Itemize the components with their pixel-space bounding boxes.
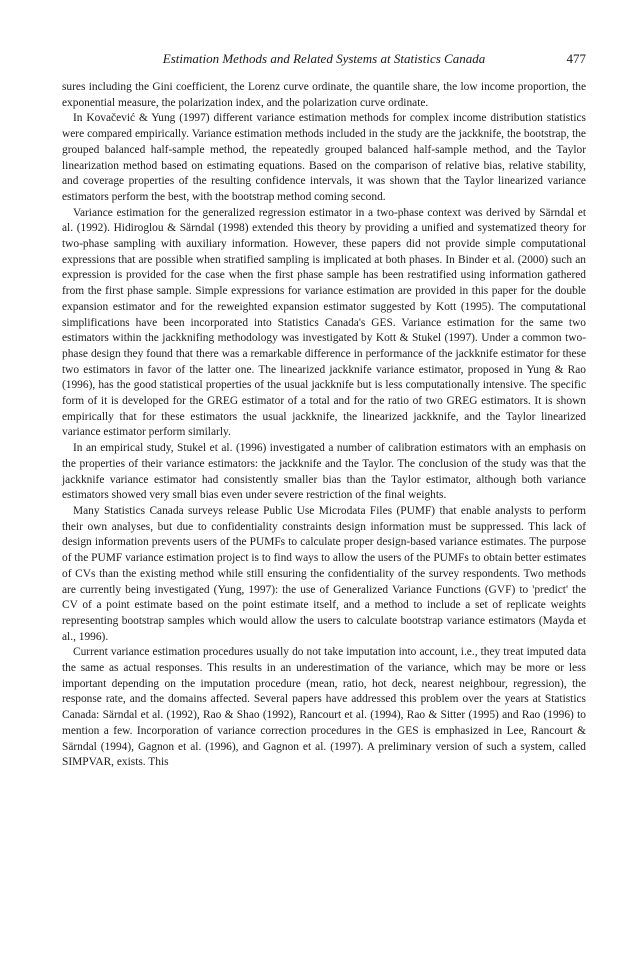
page-number: 477 (566, 51, 586, 66)
paragraph-two-phase-variance: Variance estimation for the generalized regression estimator in a two-phase context was derived by Särndal et al. (1992). Hidiroglou & Särndal (1998) extended this theory by providing a unified and systematized theory for two-phase sampling with auxiliary information. However, these papers did not provide simple computational expressions that are possible when stratified sampling is implicated at both phases. In Binder et al. (2000) such an expression is provided for the case when the first phase sample has been restratified using information gathered from the first phase sample. Simple expressions for variance estimation are provided in this paper for the double expansion estimator and for the reweighted expansion estimator suggested by Kott (1995). The computational simplifications have been incorporated into Statistics Canada's GES. Variance estimation for the same two estimators within the jackknifing methodology was investigated by Kott & Stukel (1997). Under a common two-phase design they found that there was a remarkable difference in performance of the jackknife estimator for these two estimators in favor of the latter one. The linearized jackknife variance estimator, proposed in Yung & Rao (1996), has the good statistical properties of the usual jackknife but is less computationally intensive. The specific form of it is developed for the GREG estimator of a total and for the ratio of two GREG estimators. It is shown empirically that for these estimators the usual jackknife, the linearized jackknife, and the Taylor linearized variance estimator perform similarly. (62, 206, 586, 439)
body-text (62, 80, 586, 771)
running-title: Estimation Methods and Related Systems at Statistics Canada (162, 51, 486, 66)
paragraph-imputation-variance: Current variance estimation procedures usually do not take imputation into account, i.e., they treat imputed data the same as actual responses. This results in an underestimation of the variance, which may be more or less important depending on the imputation procedure (mean, ratio, hot deck, nearest neighbour, regression), the response rate, and the domains affected. Several papers have addressed this problem over the years at Statistics Canada: Särndal et al. (1992), Rao & Shao (1992), Rancourt et al. (1994), Rao & Sitter (1995) and Rao (1996) to mention a few. Incorporation of variance correction procedures in the GES is emphasized in Lee, Rancourt & Särndal (1994), Gagnon et al. (1996), and Gagnon et al. (1997). A preliminary version of such a system, called SIMPVAR, exists. This (62, 646, 586, 769)
paragraph-pumf-variance: Many Statistics Canada surveys release Public Use Microdata Files (PUMF) that enable analysts to perform their own analyses, but due to confidentiality constraints design information must be suppressed. This lack of design information prevents users of the PUMFs to calculate proper design-based variance estimates. The purpose of the PUMF variance estimation project is to find ways to allow the users of the PUMFs to obtain better estimates of CVs than the existing method while still ensuring the confidentiality of the survey respondents. Two methods are currently being investigated (Yung, 1997): the use of Generalized Variance Functions (GVF) to 'predict' the CV of a point estimate based on the point estimate itself, and a method to include a set of replicate weights representing bootstrap samples which would allow the users to calculate bootstrap variance estimators (Mayda et al., 1996). (62, 504, 586, 643)
paragraph-calibration-estimators: In an empirical study, Stukel et al. (1996) investigated a number of calibration estimators with an emphasis on the properties of their variance estimators: the jackknife and the Taylor. The conclusion of the study was that the jackknife variance estimator had consistently smaller bias than the Taylor estimator, although both variance estimators showed very small bias even under severe restriction of the final weights. (62, 442, 586, 502)
paragraph-continuation: sures including the Gini coefficient, the Lorenz curve ordinate, the quantile share, the low income proportion, the exponential measure, the polarization index, and the polarization curve ordinate. (62, 81, 586, 109)
journal-page (62, 50, 586, 771)
running-header (62, 50, 586, 68)
paragraph-income-variance-methods: In Kovačević & Yung (1997) different variance estimation methods for complex income distribution statistics were compared empirically. Variance estimation methods included in the study are the jackknife, the bootstrap, the grouped balanced half-sample method, the repeatedly grouped balanced half-sample method, and the Taylor linearization method based on estimating equations. Based on the comparison of relative bias, relative stability, and coverage properties of the resulting confidence intervals, it was shown that the Taylor linearized variance estimators perform the best, with the bootstrap method coming second. (62, 112, 586, 203)
